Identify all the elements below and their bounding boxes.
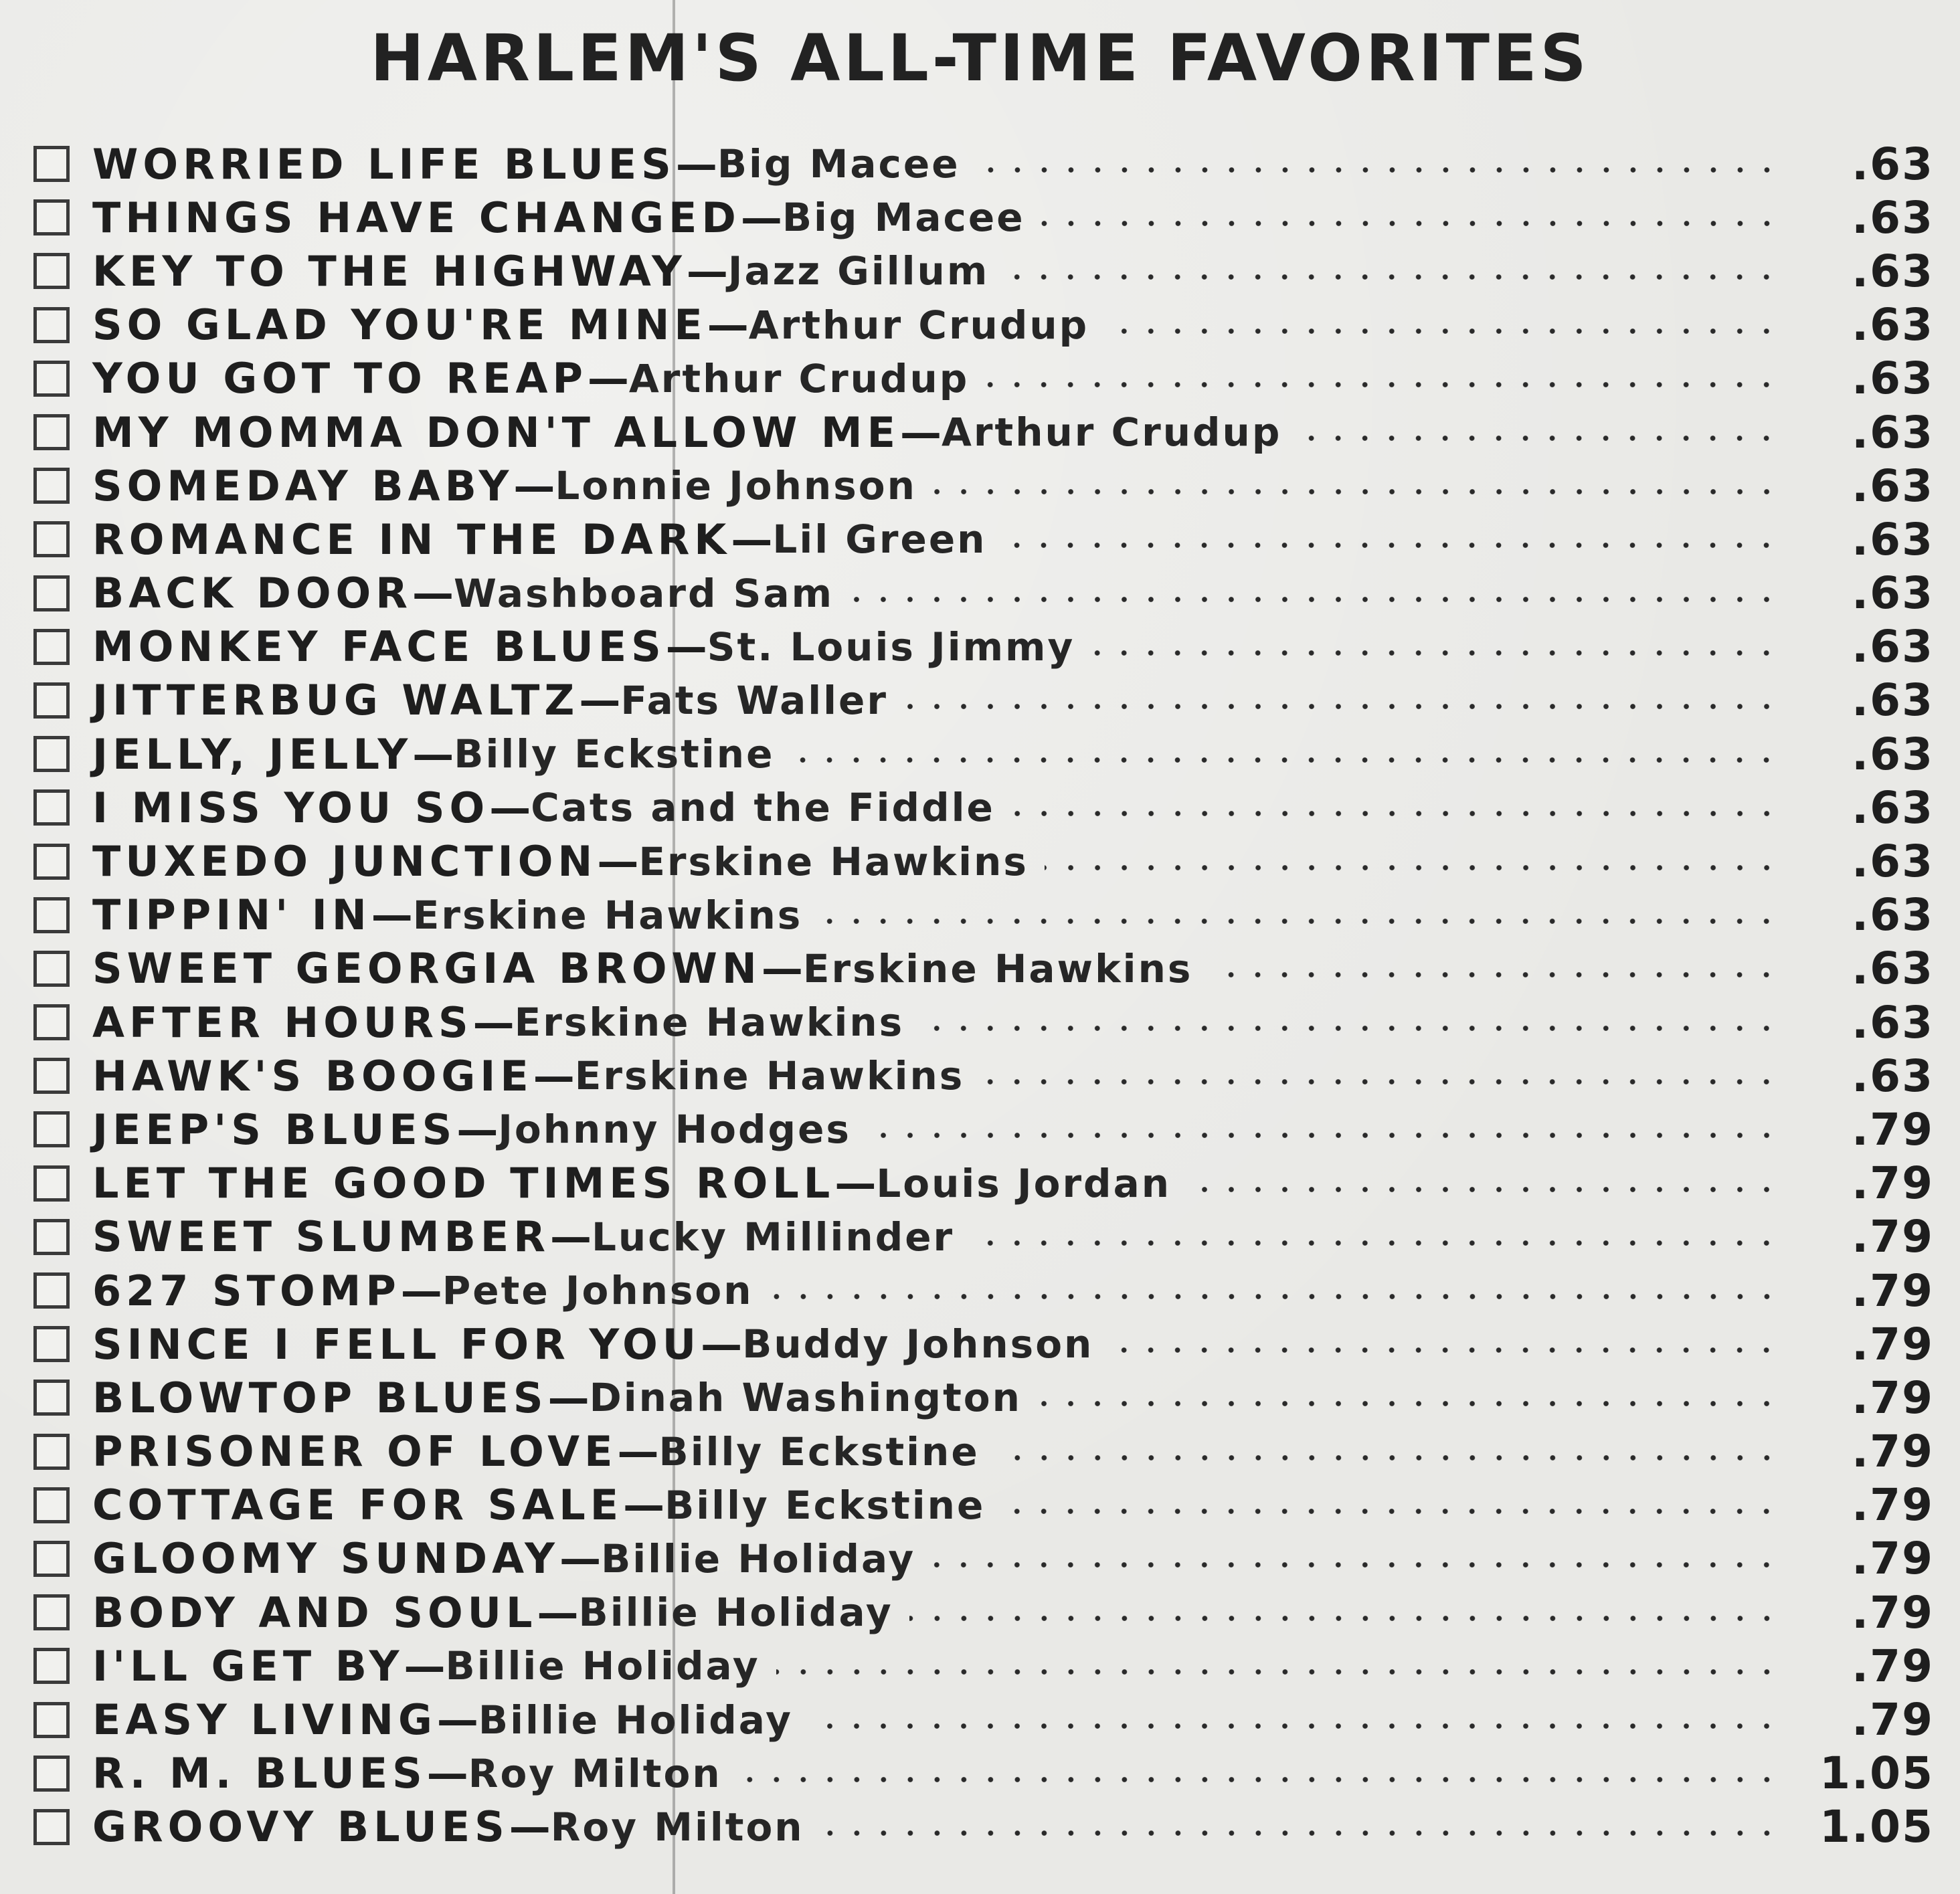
artist-name: Lil Green [772, 516, 987, 563]
artist-name: Erskine Hawkins [638, 838, 1029, 884]
record-row [33, 996, 1934, 1049]
order-checkbox[interactable] [33, 146, 70, 182]
song-title: MONKEY FACE BLUES [92, 622, 666, 672]
price: .79 [1852, 1479, 1934, 1531]
price: .79 [1852, 1586, 1934, 1638]
song-title: BLOWTOP BLUES [92, 1373, 548, 1422]
dot-leader [931, 1560, 1780, 1570]
record-row [33, 1586, 1934, 1639]
song-title: PRISONER OF LOVE [92, 1427, 618, 1477]
dot-leader [1045, 863, 1780, 872]
artist-name: Billie Holiday [445, 1643, 760, 1689]
order-checkbox[interactable] [33, 1380, 70, 1416]
song-title: COTTAGE FOR SALE [92, 1481, 624, 1530]
order-checkbox[interactable] [33, 736, 70, 772]
song-title: I'LL GET BY [92, 1641, 404, 1691]
price: .63 [1852, 245, 1934, 297]
order-checkbox[interactable] [33, 253, 70, 289]
price: .79 [1852, 1103, 1934, 1155]
dot-leader [1011, 809, 1780, 818]
song-title: SOMEDAY BABY [92, 461, 514, 510]
order-checkbox[interactable] [33, 682, 70, 719]
order-checkbox[interactable] [33, 575, 70, 611]
price: .79 [1852, 1426, 1934, 1478]
record-row [33, 244, 1934, 298]
record-row [33, 1103, 1934, 1156]
record-row [33, 1210, 1934, 1264]
artist-name: Roy Milton [468, 1750, 722, 1796]
em-dash-separator: — [559, 1534, 602, 1584]
artist-name: Dinah Washington [589, 1375, 1022, 1421]
dot-leader [1298, 434, 1780, 443]
dot-leader [738, 1775, 1780, 1784]
em-dash-separator: — [509, 1802, 551, 1852]
dot-leader [776, 1667, 1780, 1677]
em-dash-separator: — [547, 1373, 590, 1422]
order-checkbox[interactable] [33, 361, 70, 397]
record-row [33, 1747, 1934, 1800]
order-checkbox[interactable] [33, 1058, 70, 1094]
artist-name: Erskine Hawkins [514, 1000, 905, 1046]
em-dash-separator: — [533, 1051, 575, 1101]
dot-leader [980, 1077, 1780, 1086]
song-title: HAWK'S BOOGIE [92, 1051, 533, 1101]
artist-name: Erskine Hawkins [802, 945, 1193, 991]
song-title: BODY AND SOUL [92, 1588, 537, 1637]
song-title: GROOVY BLUES [92, 1802, 509, 1852]
record-row [33, 1371, 1934, 1424]
em-dash-separator: — [686, 246, 728, 296]
em-dash-separator: — [412, 729, 454, 779]
price: .63 [1852, 674, 1934, 727]
dot-leader [1187, 1185, 1780, 1194]
dot-leader [1038, 1399, 1780, 1408]
record-row [33, 137, 1934, 191]
dot-leader [1105, 326, 1780, 336]
song-title: 627 STOMP [92, 1266, 401, 1315]
song-title: GLOOMY SUNDAY [92, 1534, 560, 1584]
song-title: SO GLAD YOU'RE MINE [92, 300, 707, 350]
dot-leader [996, 1453, 1780, 1462]
em-dash-separator: — [400, 1266, 442, 1315]
em-dash-separator: — [537, 1588, 579, 1637]
price: .63 [1852, 728, 1934, 780]
order-checkbox[interactable] [33, 1594, 70, 1630]
dot-leader [985, 380, 1780, 389]
artist-name: Billy Eckstine [658, 1428, 980, 1475]
artist-name: Billie Holiday [601, 1535, 916, 1582]
price: .63 [1852, 781, 1934, 834]
dot-leader [850, 595, 1780, 604]
record-row [33, 942, 1934, 996]
price: .63 [1852, 138, 1934, 190]
em-dash-separator: — [436, 1695, 478, 1745]
price: .79 [1852, 1371, 1934, 1424]
price: .63 [1852, 836, 1934, 888]
record-row [33, 1800, 1934, 1854]
song-title: TUXEDO JUNCTION [92, 837, 598, 886]
em-dash-separator: — [513, 461, 555, 510]
artist-name: Billie Holiday [478, 1697, 793, 1743]
artist-name: Roy Milton [550, 1804, 804, 1850]
dot-leader [818, 917, 1780, 926]
order-checkbox[interactable] [33, 629, 70, 665]
record-row [33, 1317, 1934, 1371]
song-title: I MISS YOU SO [92, 783, 490, 832]
song-title: JELLY, JELLY [92, 729, 413, 779]
order-checkbox[interactable] [33, 1272, 70, 1309]
song-title: ROMANCE IN THE DARK [92, 514, 731, 564]
dot-leader [809, 1721, 1780, 1731]
price: 1.05 [1819, 1801, 1934, 1853]
em-dash-separator: — [579, 676, 621, 725]
em-dash-separator: — [899, 407, 942, 457]
artist-name: Louis Jordan [876, 1160, 1171, 1206]
order-checkbox[interactable] [33, 1809, 70, 1845]
record-row [33, 1425, 1934, 1479]
em-dash-separator: — [731, 514, 773, 564]
em-dash-separator: — [675, 139, 717, 189]
em-dash-separator: — [707, 300, 749, 350]
record-row [33, 1049, 1934, 1103]
record-row [33, 1479, 1934, 1532]
em-dash-separator: — [740, 193, 782, 242]
song-title: R. M. BLUES [92, 1749, 427, 1798]
em-dash-separator: — [426, 1749, 468, 1798]
record-row [33, 459, 1934, 512]
order-checkbox[interactable] [33, 307, 70, 343]
song-title: SWEET GEORGIA BROWN [92, 944, 762, 993]
artist-name: Cats and the Fiddle [531, 785, 995, 831]
artist-name: Pete Johnson [442, 1268, 753, 1314]
price: .63 [1852, 299, 1934, 351]
record-list [33, 137, 1934, 1854]
price: .79 [1852, 1640, 1934, 1692]
song-title: JITTERBUG WALTZ [92, 676, 580, 725]
em-dash-separator: — [404, 1641, 446, 1691]
dot-leader [976, 165, 1780, 175]
em-dash-separator: — [617, 1427, 659, 1477]
artist-name: Billy Eckstine [664, 1482, 986, 1528]
artist-name: Erskine Hawkins [574, 1053, 965, 1099]
record-row [33, 405, 1934, 459]
artist-name: Erskine Hawkins [412, 892, 803, 938]
dot-leader [1002, 541, 1780, 550]
price: .79 [1852, 1318, 1934, 1370]
song-title: SWEET SLUMBER [92, 1212, 550, 1262]
em-dash-separator: — [623, 1481, 665, 1530]
record-row [33, 727, 1934, 781]
artist-name: Big Macee [782, 195, 1025, 241]
price: .79 [1852, 1694, 1934, 1746]
page-title: HARLEM'S ALL-TIME FAVORITES [370, 21, 1590, 96]
order-checkbox[interactable] [33, 1702, 70, 1738]
price: .63 [1852, 889, 1934, 941]
dot-leader [1091, 648, 1780, 658]
dot-leader [820, 1828, 1780, 1838]
price: .79 [1852, 1211, 1934, 1263]
em-dash-separator: — [701, 1319, 743, 1369]
order-checkbox[interactable] [33, 897, 70, 933]
record-row [33, 298, 1934, 352]
song-title: JEEP'S BLUES [92, 1105, 457, 1154]
price: .63 [1852, 513, 1934, 565]
artist-name: Washboard Sam [454, 570, 834, 616]
artist-name: Arthur Crudup [748, 302, 1089, 348]
price: .79 [1852, 1157, 1934, 1210]
order-checkbox[interactable] [33, 1756, 70, 1792]
order-checkbox[interactable] [33, 414, 70, 450]
em-dash-separator: — [456, 1105, 499, 1154]
em-dash-separator: — [597, 837, 639, 886]
artist-name: Billy Eckstine [454, 731, 775, 777]
record-row [33, 567, 1934, 620]
order-checkbox[interactable] [33, 1111, 70, 1147]
dot-leader [904, 702, 1780, 711]
song-title: TIPPIN' IN [92, 890, 371, 940]
order-checkbox[interactable] [33, 199, 70, 235]
price: .63 [1852, 353, 1934, 405]
dot-leader [1005, 272, 1780, 282]
order-checkbox[interactable] [33, 1004, 70, 1040]
price: .63 [1852, 460, 1934, 512]
dot-leader [1041, 219, 1780, 228]
price: .63 [1852, 567, 1934, 620]
song-title: YOU GOT TO REAP [92, 354, 588, 403]
song-title: SINCE I FELL FOR YOU [92, 1319, 701, 1369]
artist-name: Arthur Crudup [628, 355, 970, 401]
price: .63 [1852, 1050, 1934, 1102]
record-row [33, 512, 1934, 566]
song-title: BACK DOOR [92, 569, 412, 618]
record-row [33, 674, 1934, 727]
record-row [33, 1157, 1934, 1210]
order-checkbox[interactable] [33, 521, 70, 557]
artist-name: Buddy Johnson [742, 1321, 1094, 1367]
price: .63 [1852, 943, 1934, 995]
dot-leader [1209, 970, 1780, 979]
price: .63 [1852, 191, 1934, 244]
em-dash-separator: — [412, 569, 454, 618]
order-checkbox[interactable] [33, 951, 70, 987]
order-checkbox[interactable] [33, 1219, 70, 1255]
record-row [33, 1532, 1934, 1586]
em-dash-separator: — [489, 783, 531, 832]
record-row [33, 620, 1934, 674]
artist-name: Johnny Hodges [498, 1107, 851, 1153]
order-checkbox[interactable] [33, 1487, 70, 1523]
dot-leader [933, 487, 1780, 496]
artist-name: Lonnie Johnson [555, 463, 917, 509]
em-dash-separator: — [665, 622, 707, 672]
artist-name: Lucky Millinder [591, 1214, 955, 1260]
artist-name: St. Louis Jimmy [707, 624, 1075, 670]
artist-name: Fats Waller [620, 677, 888, 723]
price: .79 [1852, 1264, 1934, 1317]
price: .63 [1852, 996, 1934, 1048]
em-dash-separator: — [834, 1159, 877, 1208]
em-dash-separator: — [371, 890, 413, 940]
dot-leader [1001, 1507, 1780, 1516]
record-row [33, 191, 1934, 244]
em-dash-separator: — [472, 998, 515, 1047]
song-title: AFTER HOURS [92, 998, 473, 1047]
price: .63 [1852, 406, 1934, 458]
em-dash-separator: — [761, 944, 803, 993]
order-checkbox[interactable] [33, 789, 70, 826]
em-dash-separator: — [549, 1212, 592, 1262]
record-row [33, 352, 1934, 405]
dot-leader [1109, 1345, 1780, 1355]
artist-name: Billie Holiday [578, 1590, 893, 1636]
order-checkbox[interactable] [33, 1541, 70, 1577]
dot-leader [970, 1238, 1780, 1248]
record-row [33, 1264, 1934, 1317]
dot-leader [909, 1614, 1780, 1623]
order-checkbox[interactable] [33, 1434, 70, 1470]
record-row [33, 1693, 1934, 1746]
record-row [33, 781, 1934, 834]
artist-name: Jazz Gillum [727, 248, 990, 294]
song-title: WORRIED LIFE BLUES [92, 139, 676, 189]
order-checkbox[interactable] [33, 1648, 70, 1684]
song-title: THINGS HAVE CHANGED [92, 193, 741, 242]
order-checkbox[interactable] [33, 844, 70, 880]
price: .63 [1852, 621, 1934, 673]
price: .79 [1852, 1533, 1934, 1585]
em-dash-separator: — [587, 354, 629, 403]
order-checkbox[interactable] [33, 468, 70, 504]
price: 1.05 [1819, 1747, 1934, 1800]
song-title: EASY LIVING [92, 1695, 437, 1745]
artist-name: Arthur Crudup [941, 409, 1282, 456]
song-title: LET THE GOOD TIMES ROLL [92, 1159, 835, 1208]
song-title: KEY TO THE HIGHWAY [92, 246, 687, 296]
dot-leader [867, 1131, 1780, 1140]
dot-leader [790, 755, 1780, 765]
record-row [33, 834, 1934, 888]
record-row [33, 1639, 1934, 1693]
artist-name: Big Macee [717, 141, 960, 187]
dot-leader [770, 1292, 1780, 1301]
order-checkbox[interactable] [33, 1326, 70, 1362]
record-row [33, 888, 1934, 942]
song-title: MY MOMMA DON'T ALLOW ME [92, 407, 900, 457]
dot-leader [920, 1024, 1780, 1033]
order-checkbox[interactable] [33, 1165, 70, 1202]
